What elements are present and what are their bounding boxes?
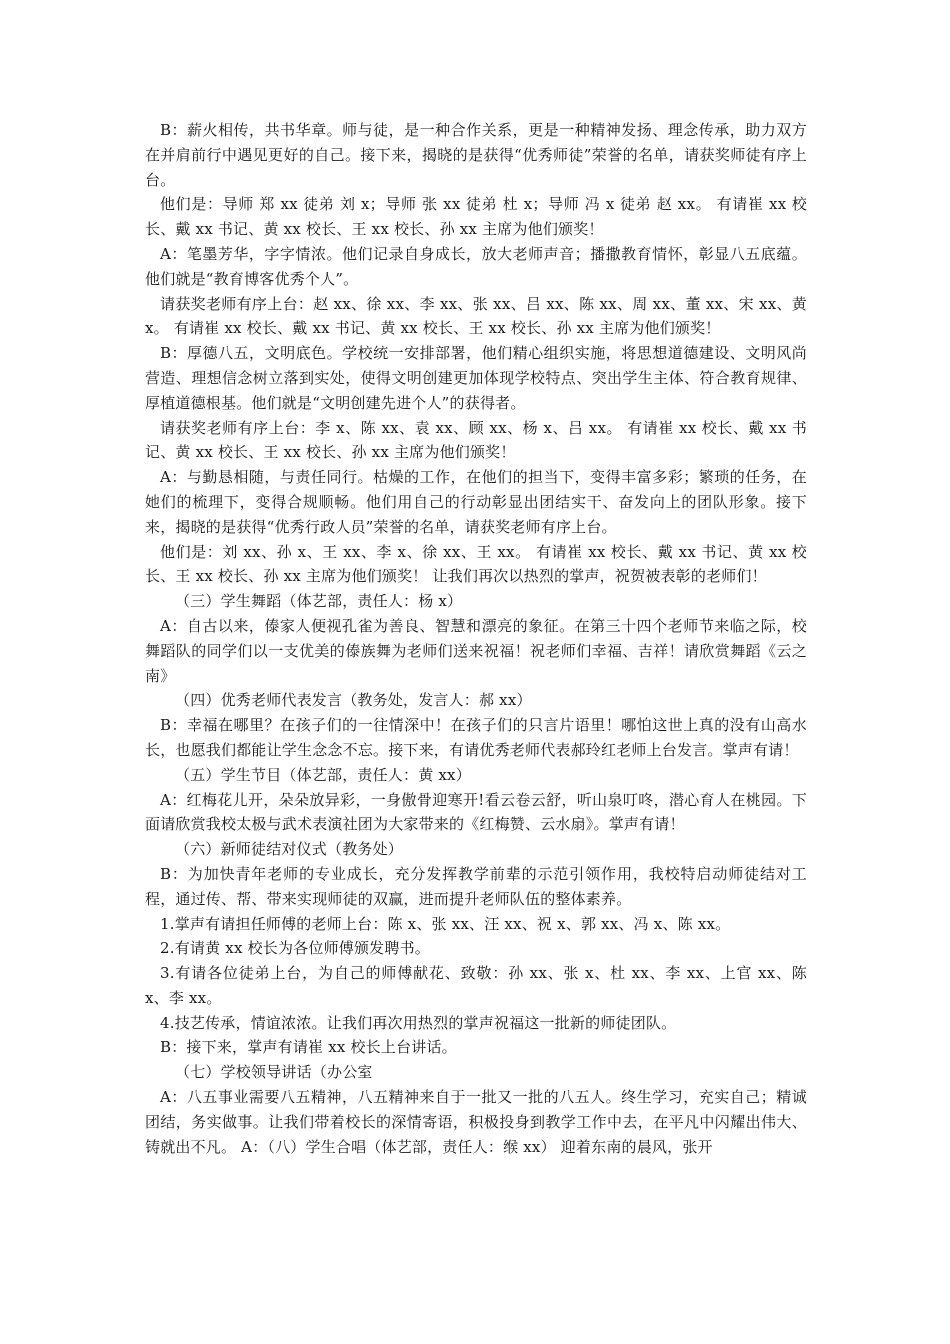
list-item-2: 2.有请黄 xx 校长为各位师傅颁发聘书。: [160, 939, 430, 958]
paragraph-admin-list: 他们是：刘 xx、孙 x、王 xx、李 x、徐 xx、王 xx。 有请崔 xx 校长、戴 xx 书记、黄 xx 校长、王 xx 校长、孙 xx 主席为他们颁奖！ 让我们再次以热烈的掌声，祝贺被表彰的老师们！: [145, 542, 807, 586]
section-heading-pairing: （六）新师徒结对仪式（教务处）: [175, 840, 404, 859]
paragraph-blog-award: A：笔墨芳华，字字情浓。他们记录自身成长，放大老师声音；播撒教育情怀，彰显八五底蕴。他们就是“教育博客优秀个人”。: [145, 244, 807, 288]
paragraph-mentor-list: 他们是：导师 郑 xx 徒弟 刘 x；导师 张 xx 徒弟 杜 x；导师 冯 x 徒弟 赵 xx。 有请崔 xx 校长、戴 xx 书记、黄 xx 校长、王 xx 校长、孙 xx 主席为他们颁奖！: [145, 195, 807, 239]
section-heading-dance: （三）学生舞蹈（体艺部，责任人：杨 x）: [175, 592, 463, 611]
section-heading-program: （五）学生节目（体艺部，责任人：黄 xx）: [175, 765, 471, 784]
list-item-3: 3.有请各位徒弟上台，为自己的师傅献花、致敬：孙 xx、张 x、杜 xx、李 xx、上官 xx、陈 x、李 xx。: [145, 964, 807, 1007]
section-heading-speech: （四）优秀老师代表发言（教务处，发言人：郝 xx）: [175, 691, 532, 710]
paragraph-speech: B：幸福在哪里？在孩子们的一往情深中！在孩子们的只言片语里！哪怕这世上真的没有山高水长，也愿我们都能让学生念念不忘。接下来，有请优秀老师代表郝玲红老师上台发言。掌声有请！: [145, 716, 807, 759]
section-heading-leader-speech: （七）学校领导讲话（办公室: [175, 1063, 373, 1082]
paragraph-admin-award: A：与勤恳相随，与责任同行。枯燥的工作，在他们的担当下，变得丰富多彩；繁琐的任务，在她们的梳理下，变得合规顺畅。他们用自己的行动彰显出团结实干、奋发向上的团队形象。接下来，揭晓的是获得“优秀行政人员”荣誉的名单，请获奖老师有序上台。: [145, 468, 807, 536]
paragraph-pairing: B：为加快青年老师的专业成长，充分发挥教学前辈的示范引领作用，我校特启动师徒结对工程，通过传、帮、带来实现师徒的双赢，进而提升老师队伍的整体素养。: [145, 864, 807, 908]
paragraph-principal-invite: B：接下来，掌声有请崔 xx 校长上台讲话。: [160, 1038, 457, 1057]
paragraph-excellent-mentor: B：薪火相传，共书华章。师与徒，是一种合作关系，更是一种精神发扬、理念传承，助力双方在并肩前行中遇见更好的自己。接下来，揭晓的是获得“优秀师徒”荣誉的名单，请获奖师徒有序上台。: [145, 121, 807, 189]
paragraph-civility-list: 请获奖老师有序上台：李 x、陈 xx、袁 xx、顾 xx、杨 x、吕 xx。 有请崔 xx 校长、戴 xx 书记、黄 xx 校长、王 xx 校长、孙 xx 主席为他们颁奖！: [145, 418, 807, 462]
list-item-4: 4.技艺传承，情谊浓浓。让我们再次用热烈的掌声祝福这一批新的师徒团队。: [160, 1013, 677, 1032]
paragraph-blog-list: 请获奖老师有序上台：赵 xx、徐 xx、李 xx、张 xx、吕 xx、陈 xx、周 xx、董 xx、宋 xx、黄 x。 有请崔 xx 校长、戴 xx 书记、黄 xx 校长、王 xx 校长、孙 xx 主席为他们颁奖！: [145, 294, 807, 338]
paragraph-closing: A：八五事业需要八五精神，八五精神来自于一批又一批的八五人。终生学习，充实自己；精诚团结，务实做事。让我们带着校长的深情寄语，积极投身到教学工作中去，在平凡中闪耀出伟大、铸就出不凡。 A：（八）学生合唱（体艺部，责任人：缑 xx） 迎着东南的晨风，张开: [145, 1088, 807, 1156]
paragraph-dance: A：自古以来，傣家人便视孔雀为善良、智慧和漂亮的象征。在第三十四个老师节来临之际，校舞蹈队的同学们以一支优美的傣族舞为老师们送来祝福！祝老师们幸福、吉祥！请欣赏舞蹈《云之南》: [145, 616, 807, 685]
list-item-1: 1.掌声有请担任师傅的老师上台：陈 x、张 xx、汪 xx、祝 x、郭 xx、冯 x、陈 xx。: [160, 914, 731, 933]
paragraph-civility-award: B：厚德八五，文明底色。学校统一安排部署，他们精心组织实施，将思想道德建设、文明风尚营造、理想信念树立落到实处，使得文明创建更加体现学校特点、突出学生主体、符合教育规律、厚植道德根基。他们就是“文明创建先进个人”的获得者。: [145, 344, 807, 412]
document-page: [145, 118, 807, 1159]
paragraph-program: A：红梅花儿开，朵朵放异彩，一身傲骨迎寒开!看云卷云舒，听山泉叮咚，潜心育人在桃园。下面请欣赏我校太极与武术表演社团为大家带来的《红梅赞、云水扇》。掌声有请！: [145, 790, 807, 834]
